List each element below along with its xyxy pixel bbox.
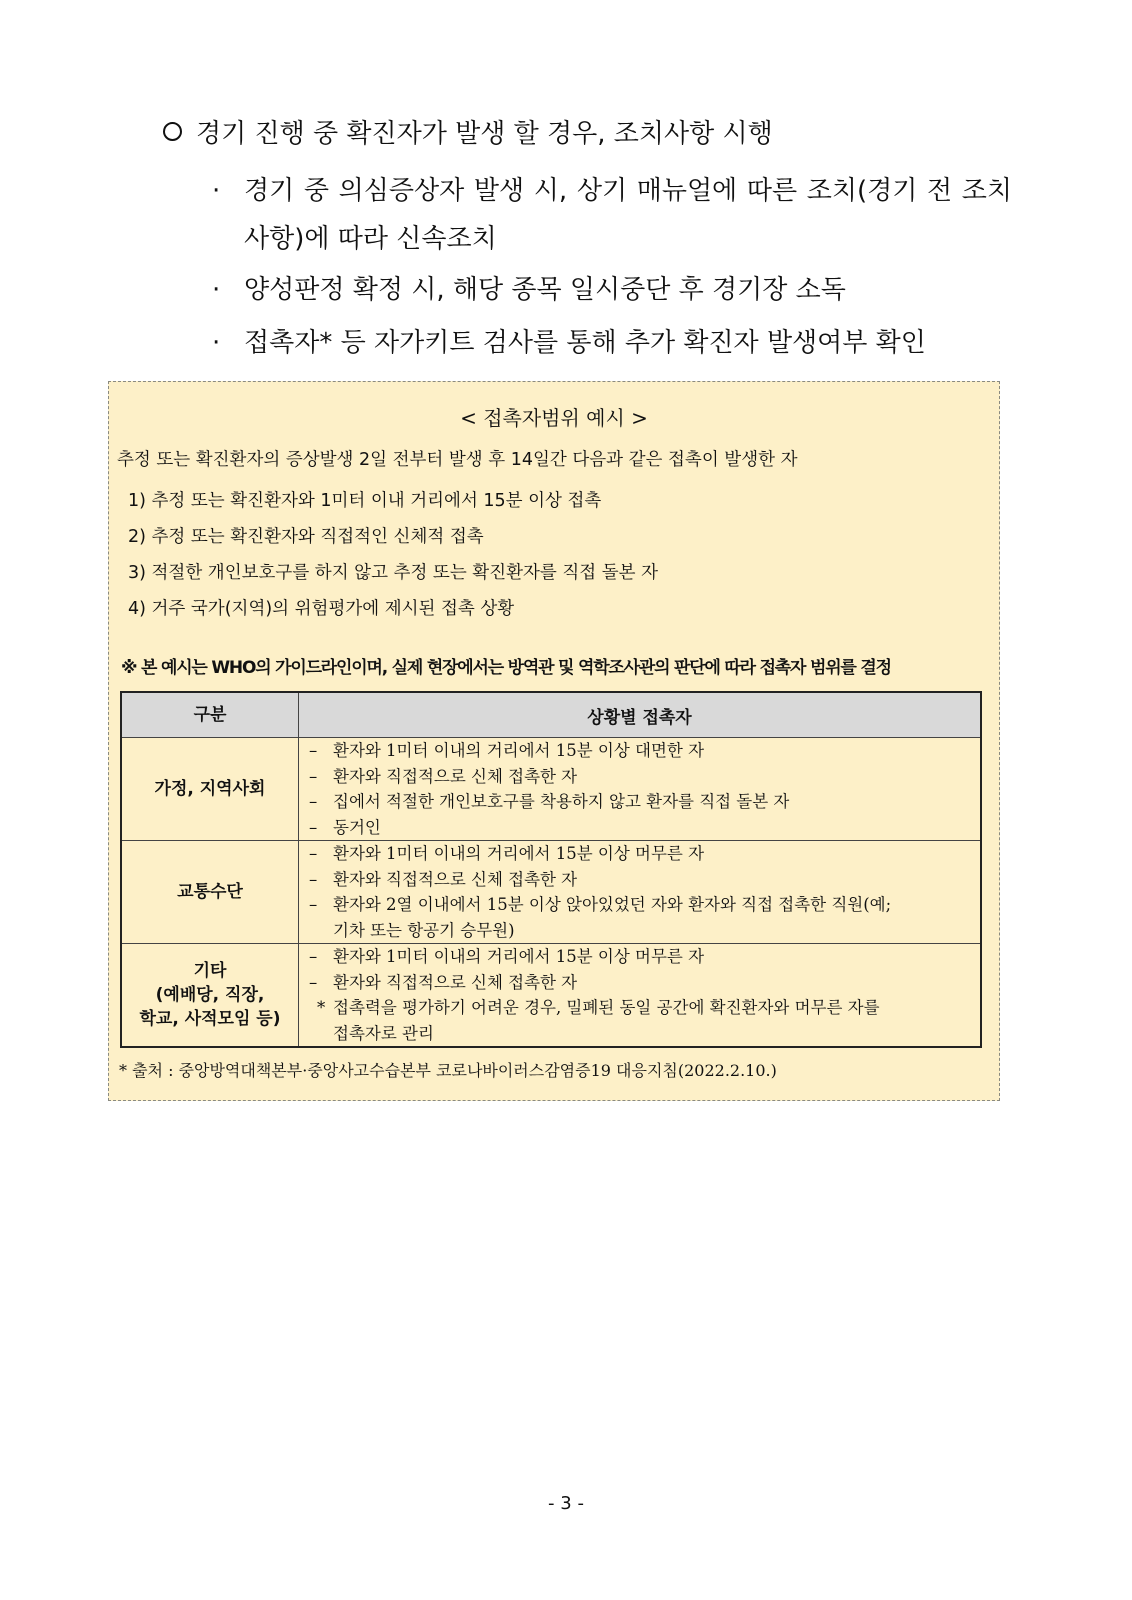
table-header-row [121,692,981,738]
table-header-category: 구분 [121,692,299,738]
contact-line [299,867,980,893]
table-cell-category [121,944,299,1048]
contact-line [299,738,980,764]
main-bullet-text: 경기 진행 중 확진자가 발생 할 경우, 조치사항 시행 [196,119,773,149]
dash-icon: – [309,947,318,966]
middle-dot-icon: · [212,275,221,305]
contact-line-continued [299,1021,980,1047]
box-note: ※ 본 예시는 WHO의 가이드라인이며, 실제 현장에서는 방역관 및 역학조사관의 판단에 따라 접촉자 범위를 결정 [121,658,891,678]
contact-line-continued [299,918,980,944]
sub-bullet [212,266,1012,314]
page-number: - 3 - [548,1493,584,1514]
contact-line [299,841,980,867]
contact-line [299,789,980,815]
dash-icon: – [309,792,318,811]
contact-line-text: 환자와 1미터 이내의 거리에서 15분 이상 대면한 자 [333,741,705,760]
box-item: 2) 추정 또는 확진환자와 직접적인 신체적 접촉 [128,527,484,547]
table-row [121,944,981,1048]
sub-bullet [212,319,1012,367]
category-line: 가정, 지역사회 [154,779,266,799]
category-line: 기타 [193,961,227,981]
box-title: < 접촉자범위 예시 > [460,406,648,430]
dash-icon: – [309,817,318,837]
contact-line [299,944,980,970]
contact-line-text: 환자와 1미터 이내의 거리에서 15분 이상 머무른 자 [333,844,705,863]
circle-bullet-icon [163,122,182,141]
box-item: 4) 거주 국가(지역)의 위험평가에 제시된 접촉 상황 [128,599,515,619]
contact-line-text: 접촉자로 관리 [333,1023,434,1043]
contact-line-text: 환자와 직접적으로 신체 접촉한 자 [333,766,578,786]
dash-icon: – [309,766,318,786]
box-item: 3) 적절한 개인보호구를 하지 않고 추정 또는 확진환자를 직접 돌본 자 [128,563,659,583]
main-bullet [163,114,773,154]
asterisk-icon: * [317,998,326,1017]
contact-range-box [108,381,1000,1101]
contact-line-text: 기차 또는 항공기 승무원) [333,920,515,940]
table-cell-category [121,738,299,841]
source-note: * 출처 : 중앙방역대책본부·중앙사고수습본부 코로나바이러스감염증19 대응지침(2022.2.10.) [119,1061,777,1080]
contact-line-text: 환자와 직접적으로 신체 접촉한 자 [333,869,578,889]
table-cell-contacts [299,738,982,841]
contact-line [299,815,980,841]
contact-line-text: 환자와 직접적으로 신체 접촉한 자 [333,972,578,992]
dash-icon: – [309,895,318,914]
contact-line [299,970,980,996]
sub-bullet-text: 경기 중 의심증상자 발생 시, 상기 매뉴얼에 따른 조치(경기 전 조치사항)에 따라 신속조치 [244,176,1012,254]
table-cell-category [121,841,299,944]
dash-icon: – [309,869,318,889]
contact-line-text: 환자와 1미터 이내의 거리에서 15분 이상 머무른 자 [333,947,705,966]
table-header-contacts: 상황별 접촉자 [299,692,982,738]
middle-dot-icon: · [212,328,221,358]
contact-line-text: 동거인 [333,817,381,837]
sub-bullet-text: 접촉자* 등 자가키트 검사를 통해 추가 확진자 발생여부 확인 [244,328,926,358]
contact-line-text: 환자와 2열 이내에서 15분 이상 앉아있었던 자와 환자와 직접 접촉한 직원(예; [333,895,892,914]
table-cell-contacts [299,841,982,944]
table-cell-contacts [299,944,982,1048]
table-row [121,738,981,841]
contact-table [120,691,982,1048]
category-line: 학교, 사적모임 등) [139,1009,281,1029]
contact-line [299,995,980,1021]
box-item: 1) 추정 또는 확진환자와 1미터 이내 거리에서 15분 이상 접촉 [128,491,602,511]
sub-bullet [212,167,1012,263]
category-line: (예배당, 직장, [155,985,265,1005]
dash-icon: – [309,972,318,992]
sub-bullet-text: 양성판정 확정 시, 해당 종목 일시중단 후 경기장 소독 [244,275,846,305]
contact-line-text: 접촉력을 평가하기 어려운 경우, 밀폐된 동일 공간에 확진환자와 머무른 자를 [333,998,880,1017]
box-intro: 추정 또는 확진환자의 증상발생 2일 전부터 발생 후 14일간 다음과 같은 접촉이 발생한 자 [117,450,798,470]
table-row [121,841,981,944]
dash-icon: – [309,844,318,863]
middle-dot-icon: · [212,176,221,206]
contact-line-text: 집에서 적절한 개인보호구를 착용하지 않고 환자를 직접 돌본 자 [333,792,790,811]
contact-line [299,764,980,790]
dash-icon: – [309,741,318,760]
category-line: 교통수단 [177,882,243,902]
contact-line [299,892,980,918]
